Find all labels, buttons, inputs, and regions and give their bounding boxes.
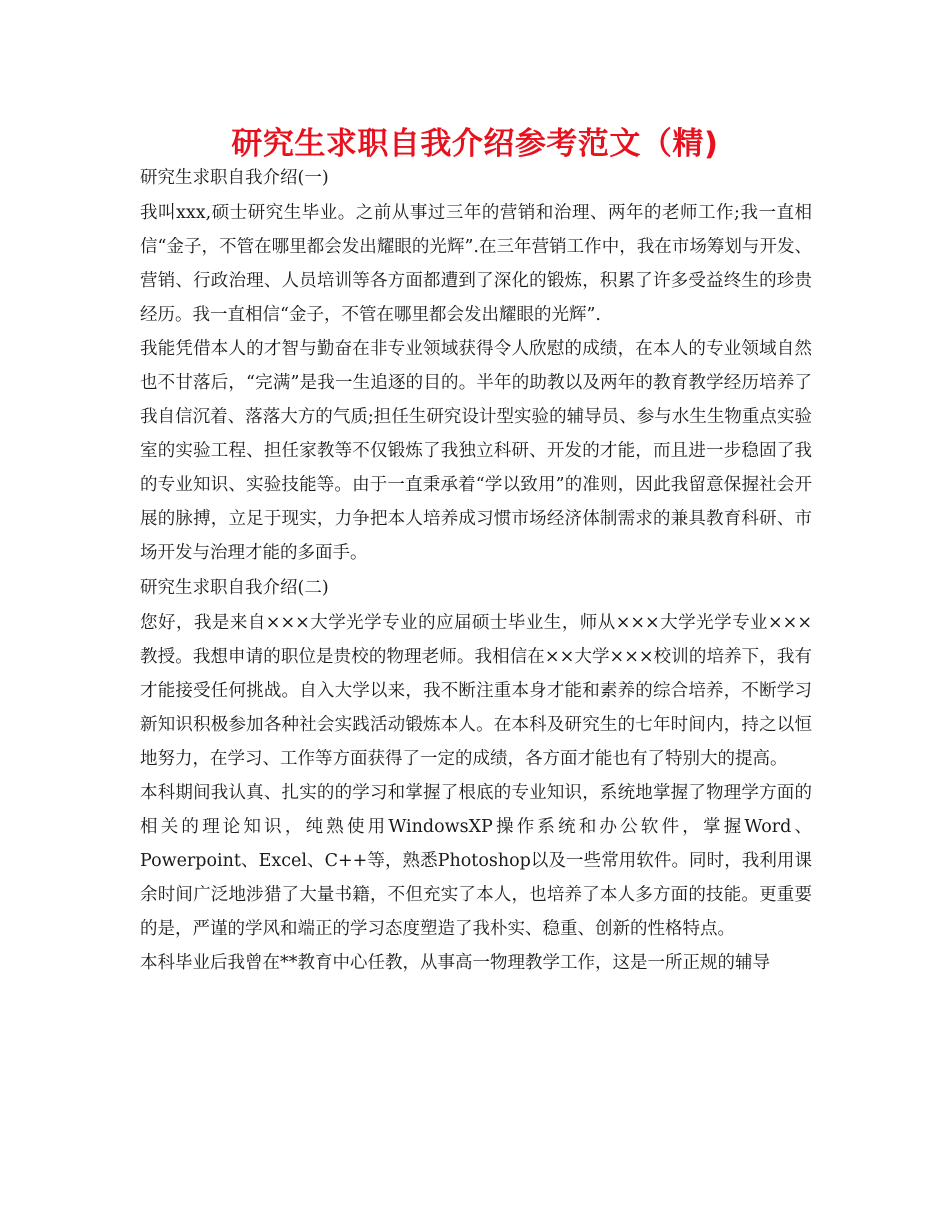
- paragraph: 本科期间我认真、扎实的的学习和掌握了根底的专业知识，系统地掌握了物理学方面的相关的理论知识，纯熟使用WindowsXP操作系统和办公软件，掌握Word、Powerpoint、Excel、C++等，熟悉Photoshop以及一些常用软件。同时，我利用课余时间广泛地涉猎了大量书籍，不但充实了本人，也培养了本人多方面的技能。更重要的是，严谨的学风和端正的学习态度塑造了我朴实、稳重、创新的性格特点。: [140, 783, 812, 939]
- paragraph: 我能凭借本人的才智与勤奋在非专业领域获得令人欣慰的成绩，在本人的专业领域自然也不甘落后，“完满”是我一生追逐的目的。半年的助教以及两年的教育教学经历培养了我自信沉着、落落大方的气质;担任生研究设计型实验的辅导员、参与水生生物重点实验室的实验工程、担任家教等不仅锻炼了我独立科研、开发的才能，而且进一步稳固了我的专业知识、实验技能等。由于一直秉承着“学以致用”的准则，因此我留意保握社会开展的脉搏，立足于现实，力争把本人培养成习惯市场经济体制需求的兼具教育科研、市场开发与治理才能的多面手。: [140, 339, 812, 563]
- paragraph: 本科毕业后我曾在**教育中心任教，从事高一物理教学工作，这是一所正规的辅导: [140, 953, 770, 973]
- section-heading-1: 研究生求职自我介绍(一): [140, 168, 329, 188]
- document-body: [140, 160, 812, 980]
- paragraph: 我叫xxx,硕士研究生毕业。之前从事过三年的营销和治理、两年的老师工作;我一直相信“金子，不管在哪里都会发出耀眼的光辉”.在三年营销工作中，我在市场筹划与开发、营销、行政治理、人员培训等各方面都遭到了深化的锻炼，积累了许多受益终生的珍贵经历。我一直相信“金子，不管在哪里都会发出耀眼的光辉”.: [140, 203, 812, 325]
- paragraph: 您好，我是来自×××大学光学专业的应届硕士毕业生，师从×××大学光学专业×××教授。我想申请的职位是贵校的物理老师。我相信在××大学×××校训的培养下，我有才能接受任何挑战。自入大学以来，我不断注重本身才能和素养的综合培养，不断学习新知识积极参加各种社会实践活动锻炼本人。在本科及研究生的七年时间内，持之以恒地努力，在学习、工作等方面获得了一定的成绩，各方面才能也有了特别大的提高。: [140, 613, 812, 769]
- section-heading-2: 研究生求职自我介绍(二): [140, 578, 329, 598]
- document-title: 研究生求职自我介绍参考范文（精): [231, 126, 719, 162]
